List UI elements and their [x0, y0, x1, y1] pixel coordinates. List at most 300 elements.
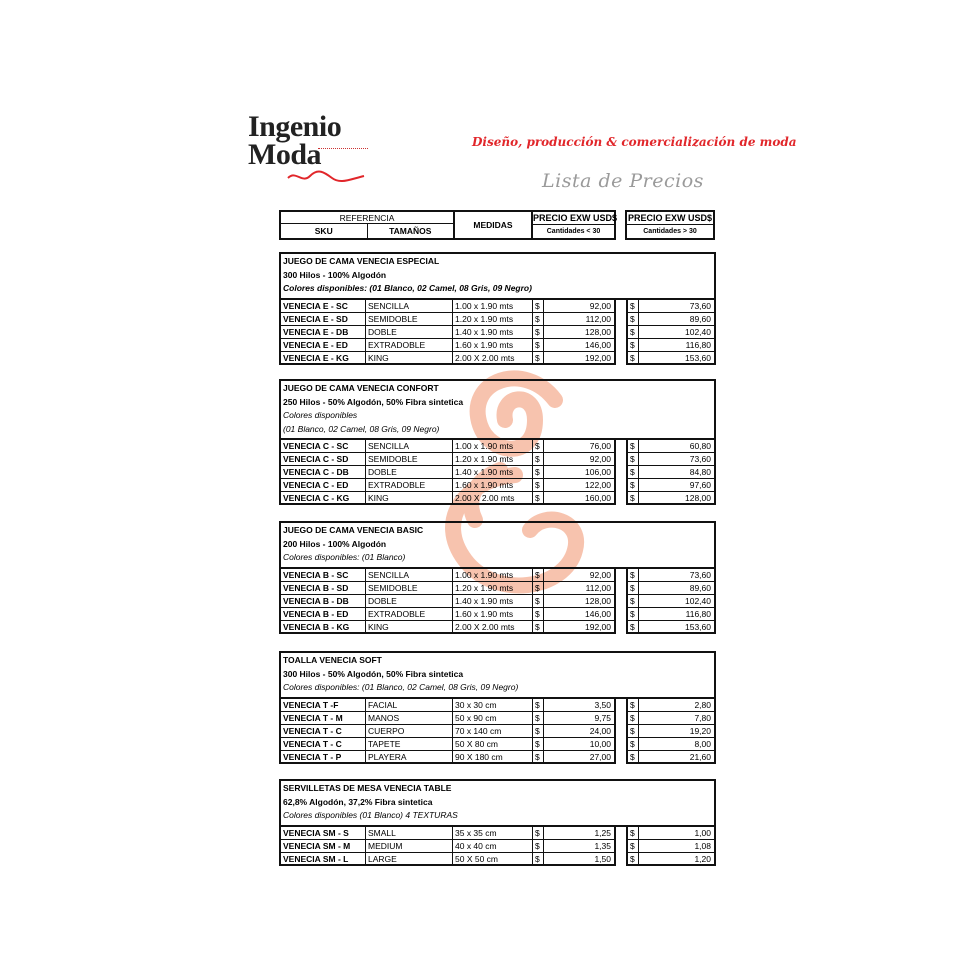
currency-symbol: $ [630, 467, 635, 477]
price-amount: 92,00 [589, 454, 611, 464]
cell-divider [543, 300, 544, 313]
price-lt30-cell [533, 621, 616, 634]
currency-symbol: $ [535, 827, 540, 838]
currency-symbol: $ [535, 853, 540, 864]
table-row [279, 853, 716, 866]
product-section [279, 779, 716, 866]
section-name: JUEGO DE CAMA VENECIA ESPECIAL [283, 256, 440, 266]
cell-divider [638, 840, 639, 853]
currency-symbol: $ [630, 712, 635, 723]
medidas-cell: 1.40 x 1.90 mts [453, 595, 533, 608]
currency-symbol: $ [535, 326, 540, 337]
product-section [279, 379, 716, 505]
price-gt30-cell [626, 751, 716, 764]
section-description: Colores disponibles: (01 Blanco) [283, 552, 406, 562]
section-description: 200 Hilos - 100% Algodón [283, 538, 387, 549]
table-row [279, 339, 716, 352]
price-lt30-cell [533, 840, 616, 853]
size-cell: PLAYERA [366, 751, 453, 764]
page-title: Lista de Precios [542, 170, 704, 192]
currency-symbol: $ [630, 725, 635, 736]
sku-cell: VENECIA B - DB [279, 595, 366, 608]
currency-symbol: $ [630, 621, 635, 632]
sku-cell: VENECIA E - SC [279, 300, 366, 313]
cell-divider [543, 440, 544, 453]
price-amount: 60,80 [689, 441, 711, 451]
price-gt30-cell [626, 453, 716, 466]
currency-symbol: $ [535, 582, 540, 593]
price-lt30-cell [533, 595, 616, 608]
sku-cell: VENECIA E - KG [279, 352, 366, 365]
medidas-cell: 1.60 x 1.90 mts [453, 479, 533, 492]
table-row [279, 738, 716, 751]
currency-symbol: $ [535, 751, 540, 762]
table-row [279, 326, 716, 339]
cell-divider [543, 595, 544, 608]
table-row [279, 840, 716, 853]
currency-symbol: $ [535, 352, 540, 363]
size-cell: SEMIDOBLE [366, 313, 453, 326]
price-lt30-cell [533, 725, 616, 738]
brand-tagline: Diseño, producción & comercialización de moda [472, 135, 797, 149]
cell-divider [638, 453, 639, 466]
section-description: 300 Hilos - 50% Algodón, 50% Fibra sintetica [283, 668, 464, 679]
cell-divider [543, 569, 544, 582]
price-amount: 112,00 [585, 313, 611, 324]
size-cell: MANOS [366, 712, 453, 725]
currency-symbol: $ [630, 827, 635, 838]
table-row [279, 440, 716, 453]
currency-symbol: $ [535, 339, 540, 350]
sku-cell: VENECIA E - DB [279, 326, 366, 339]
medidas-cell: 1.00 x 1.90 mts [453, 569, 533, 582]
price-amount: 89,60 [689, 582, 711, 593]
sku-cell: VENECIA C - ED [279, 479, 366, 492]
price-amount: 2,80 [694, 699, 711, 710]
price-amount: 102,40 [685, 595, 711, 606]
price-gt30-cell [626, 492, 716, 505]
header-medidas: MEDIDAS [453, 210, 533, 240]
section-description: 250 Hilos - 50% Algodón, 50% Fibra sintetica [283, 396, 464, 407]
price-amount: 97,60 [689, 480, 711, 490]
price-amount: 153,60 [685, 352, 711, 363]
price-gt30-cell [626, 621, 716, 634]
price-gt30-cell [626, 582, 716, 595]
size-cell: LARGE [366, 853, 453, 866]
price-amount: 146,00 [585, 339, 611, 350]
cell-divider [543, 853, 544, 866]
cell-divider [543, 582, 544, 595]
currency-symbol: $ [535, 300, 540, 311]
price-amount: 128,00 [585, 326, 611, 337]
medidas-cell: 2.00 X 2.00 mts [453, 621, 533, 634]
section-name: TOALLA VENECIA SOFT [283, 655, 382, 665]
size-cell: MEDIUM [366, 840, 453, 853]
size-cell: KING [366, 621, 453, 634]
currency-symbol: $ [535, 712, 540, 723]
currency-symbol: $ [535, 595, 540, 606]
price-amount: 116,80 [685, 608, 711, 619]
header-precio-2-sub: Cantidades > 30 [643, 228, 697, 235]
cell-divider [543, 712, 544, 725]
table-row [279, 453, 716, 466]
price-table [279, 298, 716, 365]
sku-cell: VENECIA SM - L [279, 853, 366, 866]
price-amount: 1,25 [594, 827, 611, 838]
price-amount: 9,75 [594, 712, 611, 723]
sku-cell: VENECIA E - ED [279, 339, 366, 352]
cell-divider [543, 479, 544, 492]
price-gt30-cell [626, 300, 716, 313]
currency-symbol: $ [630, 454, 635, 464]
price-lt30-cell [533, 479, 616, 492]
cell-divider [543, 699, 544, 712]
price-gt30-cell [626, 699, 716, 712]
price-gt30-cell [626, 853, 716, 866]
medidas-cell: 1.60 x 1.90 mts [453, 339, 533, 352]
size-cell: SEMIDOBLE [366, 453, 453, 466]
price-gt30-cell [626, 608, 716, 621]
price-amount: 10,00 [589, 738, 611, 749]
price-amount: 92,00 [589, 569, 611, 580]
price-lt30-cell [533, 738, 616, 751]
price-gt30-cell [626, 339, 716, 352]
currency-symbol: $ [630, 326, 635, 337]
size-cell: SMALL [366, 827, 453, 840]
price-gt30-cell [626, 313, 716, 326]
size-cell: KING [366, 492, 453, 505]
medidas-cell: 50 x 90 cm [453, 712, 533, 725]
price-lt30-cell [533, 440, 616, 453]
section-name: JUEGO DE CAMA VENECIA BASIC [283, 525, 424, 535]
sku-cell: VENECIA B - ED [279, 608, 366, 621]
price-amount: 128,00 [585, 595, 611, 606]
price-lt30-cell [533, 326, 616, 339]
currency-symbol: $ [630, 853, 635, 864]
price-amount: 73,60 [689, 569, 711, 580]
price-gt30-cell [626, 352, 716, 365]
price-amount: 192,00 [585, 352, 611, 363]
sku-cell: VENECIA B - SC [279, 569, 366, 582]
currency-symbol: $ [535, 725, 540, 736]
price-amount: 73,60 [689, 454, 711, 464]
sku-cell: VENECIA E - SD [279, 313, 366, 326]
table-row [279, 621, 716, 634]
header-referencia-label: REFERENCIA [281, 212, 453, 224]
header-tamanos: TAMAÑOS [389, 226, 432, 236]
price-amount: 27,00 [589, 751, 611, 762]
currency-symbol: $ [630, 339, 635, 350]
price-gt30-cell [626, 326, 716, 339]
section-description: Colores disponibles [283, 410, 358, 420]
size-cell: KING [366, 352, 453, 365]
price-gt30-cell [626, 595, 716, 608]
cell-divider [638, 827, 639, 840]
product-section [279, 252, 716, 365]
currency-symbol: $ [630, 738, 635, 749]
price-amount: 112,00 [585, 582, 611, 593]
cell-divider [638, 853, 639, 866]
price-amount: 1,00 [694, 827, 711, 838]
price-amount: 160,00 [585, 493, 611, 503]
price-amount: 122,00 [585, 480, 611, 490]
price-amount: 21,60 [689, 751, 711, 762]
price-lt30-cell [533, 853, 616, 866]
cell-divider [638, 479, 639, 492]
size-cell: EXTRADOBLE [366, 479, 453, 492]
price-amount: 1,20 [694, 853, 711, 864]
logo-line-2: Moda [248, 138, 321, 171]
cell-divider [638, 699, 639, 712]
table-row [279, 751, 716, 764]
price-lt30-cell [533, 352, 616, 365]
cell-divider [543, 840, 544, 853]
currency-symbol: $ [535, 493, 540, 503]
section-description: Colores disponibles: (01 Blanco, 02 Camel, 08 Gris, 09 Negro) [283, 682, 519, 692]
price-amount: 76,00 [589, 441, 611, 451]
price-amount: 3,50 [594, 699, 611, 710]
price-lt30-cell [533, 466, 616, 479]
section-header [279, 651, 716, 697]
cell-divider [543, 751, 544, 764]
cell-divider [638, 712, 639, 725]
cell-divider [543, 352, 544, 365]
price-amount: 84,80 [689, 467, 711, 477]
price-lt30-cell [533, 313, 616, 326]
price-lt30-cell [533, 827, 616, 840]
size-cell: TAPETE [366, 738, 453, 751]
price-lt30-cell [533, 300, 616, 313]
currency-symbol: $ [630, 840, 635, 851]
price-amount: 106,00 [585, 467, 611, 477]
medidas-cell: 40 x 40 cm [453, 840, 533, 853]
size-cell: SENCILLA [366, 569, 453, 582]
logo-dotted-rule [318, 148, 368, 149]
price-amount: 146,00 [585, 608, 611, 619]
currency-symbol: $ [535, 621, 540, 632]
section-description: (01 Blanco, 02 Camel, 08 Gris, 09 Negro) [283, 423, 440, 434]
table-row [279, 608, 716, 621]
sku-cell: VENECIA C - DB [279, 466, 366, 479]
header-precio-1-sub: Cantidades < 30 [546, 228, 601, 235]
size-cell: SEMIDOBLE [366, 582, 453, 595]
section-name: SERVILLETAS DE MESA VENECIA TABLE [283, 783, 452, 793]
currency-symbol: $ [630, 441, 635, 451]
product-section [279, 521, 716, 634]
price-lt30-cell [533, 582, 616, 595]
currency-symbol: $ [630, 313, 635, 324]
cell-divider [638, 738, 639, 751]
medidas-cell: 2.00 X 2.00 mts [453, 352, 533, 365]
size-cell: FACIAL [366, 699, 453, 712]
size-cell: DOBLE [366, 326, 453, 339]
currency-symbol: $ [535, 840, 540, 851]
medidas-cell: 35 x 35 cm [453, 827, 533, 840]
cell-divider [543, 313, 544, 326]
price-amount: 1,35 [594, 840, 611, 851]
cell-divider [543, 466, 544, 479]
table-row [279, 699, 716, 712]
section-header [279, 779, 716, 825]
price-table [279, 697, 716, 764]
medidas-cell: 50 X 80 cm [453, 738, 533, 751]
medidas-cell: 1.40 x 1.90 mts [453, 326, 533, 339]
price-lt30-cell [533, 751, 616, 764]
price-amount: 1,50 [594, 853, 611, 864]
price-amount: 24,00 [589, 725, 611, 736]
currency-symbol: $ [630, 300, 635, 311]
price-lt30-cell [533, 492, 616, 505]
price-amount: 116,80 [685, 339, 711, 350]
size-cell: SENCILLA [366, 300, 453, 313]
medidas-cell: 1.00 x 1.90 mts [453, 440, 533, 453]
size-cell: DOBLE [366, 595, 453, 608]
cell-divider [638, 352, 639, 365]
currency-symbol: $ [630, 493, 635, 503]
sku-cell: VENECIA B - KG [279, 621, 366, 634]
currency-symbol: $ [630, 699, 635, 710]
header-precio-2-title: PRECIO EXW USD$ [627, 213, 712, 223]
price-lt30-cell [533, 712, 616, 725]
currency-symbol: $ [535, 569, 540, 580]
cell-divider [543, 326, 544, 339]
cell-divider [638, 569, 639, 582]
cell-divider [638, 751, 639, 764]
sku-cell: VENECIA C - SD [279, 453, 366, 466]
price-lt30-cell [533, 569, 616, 582]
section-header [279, 521, 716, 567]
price-gt30-cell [626, 827, 716, 840]
sku-cell: VENECIA T - P [279, 751, 366, 764]
header-sku: SKU [281, 224, 368, 238]
price-amount: 7,80 [694, 712, 711, 723]
price-gt30-cell [626, 466, 716, 479]
price-table [279, 438, 716, 505]
section-description: Colores disponibles (01 Blanco) 4 TEXTURAS [283, 810, 458, 820]
medidas-cell: 70 x 140 cm [453, 725, 533, 738]
price-amount: 92,00 [589, 300, 611, 311]
currency-symbol: $ [535, 608, 540, 619]
cell-divider [638, 313, 639, 326]
section-header [279, 379, 716, 438]
logo-wave-icon [286, 170, 366, 184]
cell-divider [638, 300, 639, 313]
currency-symbol: $ [535, 467, 540, 477]
cell-divider [638, 492, 639, 505]
cell-divider [543, 339, 544, 352]
medidas-cell: 50 X 50 cm [453, 853, 533, 866]
table-row [279, 725, 716, 738]
price-lt30-cell [533, 608, 616, 621]
cell-divider [638, 621, 639, 634]
currency-symbol: $ [630, 595, 635, 606]
header-referencia [279, 210, 455, 240]
size-cell: SENCILLA [366, 440, 453, 453]
price-amount: 89,60 [689, 313, 711, 324]
price-table [279, 825, 716, 866]
cell-divider [638, 595, 639, 608]
table-row [279, 479, 716, 492]
header-precio-mayor-30 [625, 210, 715, 240]
price-gt30-cell [626, 712, 716, 725]
price-amount: 1,08 [694, 840, 711, 851]
cell-divider [543, 827, 544, 840]
cell-divider [543, 492, 544, 505]
section-description: Colores disponibles: (01 Blanco, 02 Camel, 08 Gris, 09 Negro) [283, 283, 532, 293]
currency-symbol: $ [535, 441, 540, 451]
sku-cell: VENECIA T - C [279, 725, 366, 738]
currency-symbol: $ [535, 313, 540, 324]
logo-line-1: Ingenio [248, 110, 342, 143]
price-lt30-cell [533, 699, 616, 712]
table-row [279, 582, 716, 595]
sku-cell: VENECIA T - M [279, 712, 366, 725]
brand-logo [248, 112, 373, 184]
table-row [279, 313, 716, 326]
price-amount: 73,60 [689, 300, 711, 311]
size-cell: CUERPO [366, 725, 453, 738]
cell-divider [638, 582, 639, 595]
cell-divider [638, 725, 639, 738]
cell-divider [543, 608, 544, 621]
medidas-cell: 90 X 180 cm [453, 751, 533, 764]
price-gt30-cell [626, 440, 716, 453]
table-row [279, 712, 716, 725]
medidas-cell: 1.00 x 1.90 mts [453, 300, 533, 313]
price-amount: 102,40 [685, 326, 711, 337]
cell-divider [543, 453, 544, 466]
price-table [279, 567, 716, 634]
price-gt30-cell [626, 569, 716, 582]
table-row [279, 595, 716, 608]
price-amount: 19,20 [689, 725, 711, 736]
cell-divider [638, 339, 639, 352]
currency-symbol: $ [630, 751, 635, 762]
price-amount: 153,60 [685, 621, 711, 632]
header-precio-1-title: PRECIO EXW USD$ [533, 213, 618, 223]
size-cell: EXTRADOBLE [366, 608, 453, 621]
price-amount: 128,00 [685, 493, 711, 503]
currency-symbol: $ [535, 480, 540, 490]
currency-symbol: $ [535, 454, 540, 464]
currency-symbol: $ [630, 608, 635, 619]
medidas-cell: 2.00 X 2.00 mts [453, 492, 533, 505]
price-gt30-cell [626, 479, 716, 492]
currency-symbol: $ [535, 738, 540, 749]
sku-cell: VENECIA C - KG [279, 492, 366, 505]
header-precio-menor-30 [531, 210, 616, 240]
sku-cell: VENECIA SM - S [279, 827, 366, 840]
table-row [279, 300, 716, 313]
medidas-cell: 1.20 x 1.90 mts [453, 313, 533, 326]
price-amount: 192,00 [585, 621, 611, 632]
cell-divider [638, 440, 639, 453]
currency-symbol: $ [630, 352, 635, 363]
cell-divider [638, 466, 639, 479]
medidas-cell: 1.60 x 1.90 mts [453, 608, 533, 621]
currency-symbol: $ [535, 699, 540, 710]
medidas-cell: 1.20 x 1.90 mts [453, 582, 533, 595]
currency-symbol: $ [630, 582, 635, 593]
cell-divider [543, 621, 544, 634]
cell-divider [638, 326, 639, 339]
size-cell: EXTRADOBLE [366, 339, 453, 352]
price-lt30-cell [533, 339, 616, 352]
table-row [279, 492, 716, 505]
size-cell: DOBLE [366, 466, 453, 479]
cell-divider [638, 608, 639, 621]
medidas-cell: 30 x 30 cm [453, 699, 533, 712]
